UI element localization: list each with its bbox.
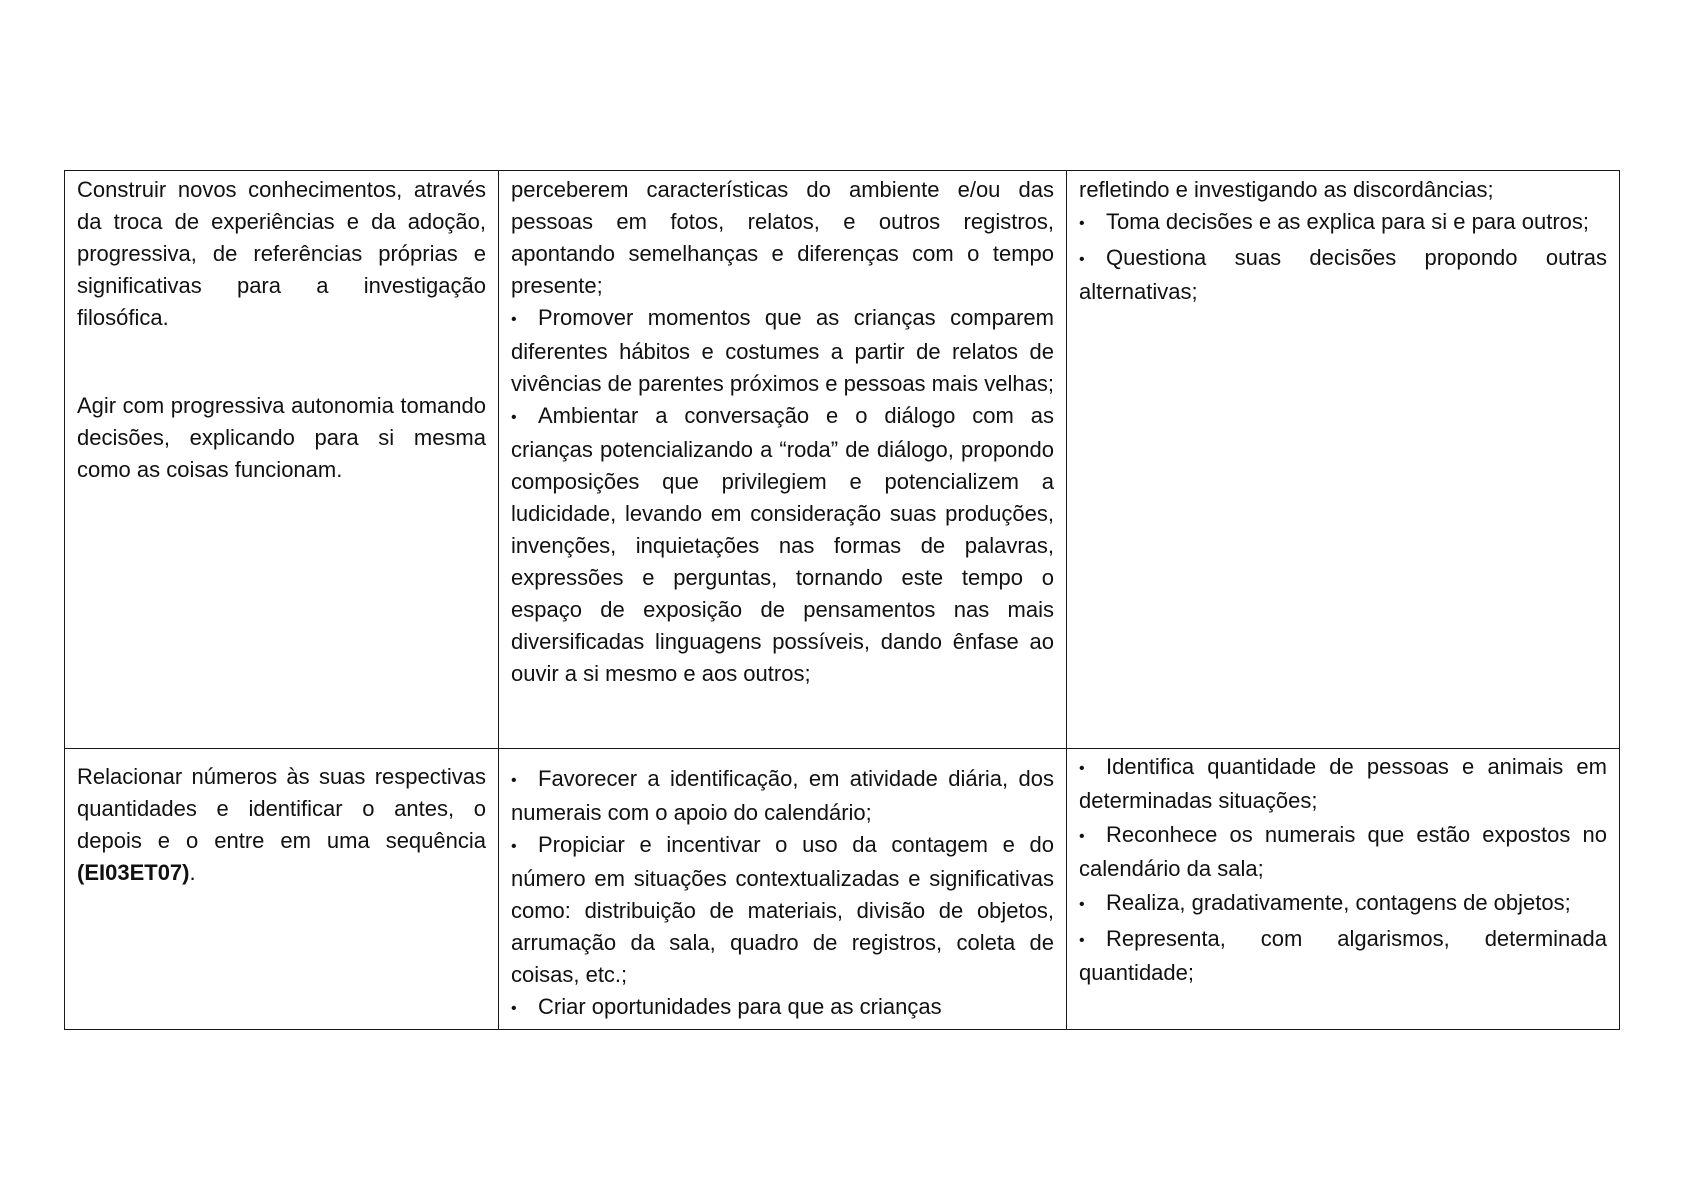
indicators-cell (1067, 171, 1620, 749)
indicators-cell (1067, 749, 1620, 1030)
objective-paragraph: Construir novos conhecimentos, através da troca de experiências e da adoção, progressiva, de referências próprias e significativas para a investigação filosófica. (77, 177, 486, 330)
list-item (511, 829, 1054, 991)
strategy-text: Criar oportunidades para que as crianças (538, 994, 942, 1019)
list-item (511, 763, 1054, 829)
objective-end: . (189, 860, 196, 885)
bullet-icon: • (511, 1000, 517, 1017)
indicator-text: Toma decisões e as explica para si e para outros; (1106, 209, 1590, 234)
strategy-text: Propiciar e incentivar o uso da contagem e do número em situações contextualizadas e significativas como: distribuição de materiais, divisão de objetos, arrumação da sala, quadro de registros, coleta de coisas, etc.; (511, 832, 1054, 987)
bullet-icon: • (1079, 760, 1085, 777)
strategy-list (511, 302, 1054, 690)
bullet-icon: • (511, 838, 517, 855)
strategy-text: Ambientar a conversação e o diálogo com as crianças potencializando a “roda” de diálogo, propondo composições que privilegiem e potencializem a ludicidade, levando em consideração suas produções, invenções, inquietações nas formas de palavras, expressões e perguntas, tornando este tempo o espaço de exposição de pensamentos nas mais diversificadas linguagens possíveis, dando ênfase ao ouvir a si mesmo e aos outros; (511, 403, 1054, 686)
bullet-icon: • (1079, 215, 1085, 232)
list-item (1079, 751, 1607, 817)
paragraph-gap (77, 334, 486, 390)
bullet-icon: • (1079, 932, 1085, 949)
indicator-text: Reconhece os numerais que estão expostos no calendário da sala; (1079, 822, 1607, 881)
list-item (511, 991, 1054, 1025)
strategy-text: Promover momentos que as crianças comparem diferentes hábitos e costumes a partir de relatos de vivências de parentes próximos e pessoas mais velhas; (511, 305, 1054, 396)
indicator-text: Questiona suas decisões propondo outras alternativas; (1079, 245, 1607, 304)
objective-paragraph: Agir com progressiva autonomia tomando decisões, explicando para si mesma como as coisas funcionam. (77, 393, 486, 482)
indicator-list (1079, 751, 1607, 989)
bncc-code: (EI03ET07) (77, 860, 190, 885)
bullet-icon: • (1079, 896, 1085, 913)
table-row (65, 749, 1620, 1030)
list-item (511, 400, 1054, 690)
indicator-text: Representa, com algarismos, determinada quantidade; (1079, 926, 1607, 985)
curriculum-table (64, 170, 1620, 1030)
strategy-text: Favorecer a identificação, em atividade diária, dos numerais com o apoio do calendário; (511, 766, 1054, 825)
list-item (1079, 206, 1607, 240)
strategies-cell (499, 749, 1067, 1030)
objective-paragraph (77, 761, 486, 889)
indicator-list (1079, 206, 1607, 308)
list-item (511, 302, 1054, 400)
list-item (1079, 923, 1607, 989)
indicator-text: Realiza, gradativamente, contagens de objetos; (1106, 890, 1571, 915)
bullet-icon: • (1079, 828, 1085, 845)
strategies-cell (499, 171, 1067, 749)
objective-text: Relacionar números às suas respectivas quantidades e identificar o antes, o depois e o entre em uma sequência (77, 764, 486, 853)
bullet-icon: • (511, 311, 517, 328)
objectives-cell (65, 171, 499, 749)
bullet-icon: • (1079, 251, 1085, 268)
list-item (1079, 887, 1607, 921)
strategy-list (511, 763, 1054, 1025)
objectives-cell (65, 749, 499, 1030)
indicator-text: Identifica quantidade de pessoas e animais em determinadas situações; (1079, 754, 1607, 813)
list-item (1079, 819, 1607, 885)
bullet-icon: • (511, 772, 517, 789)
indicator-continuation: refletindo e investigando as discordâncias; (1079, 177, 1494, 202)
bullet-icon: • (511, 409, 517, 426)
list-item (1079, 242, 1607, 308)
strategy-continuation: perceberem características do ambiente e/ou das pessoas em fotos, relatos, e outros registros, apontando semelhanças e diferenças com o tempo presente; (511, 177, 1054, 298)
table-row (65, 171, 1620, 749)
